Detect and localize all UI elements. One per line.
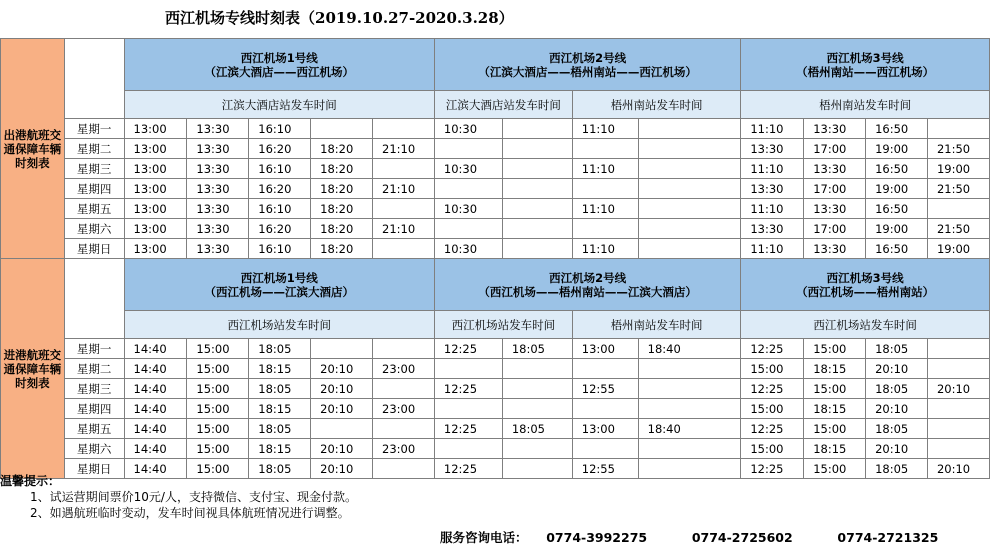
table-row — [1, 379, 990, 399]
day-label: 星期三 — [64, 159, 124, 179]
time-cell — [638, 139, 741, 159]
outbound-station-row — [1, 91, 990, 119]
time-cell: 11:10 — [741, 119, 804, 139]
time-cell — [434, 439, 502, 459]
table-row — [1, 119, 990, 139]
inbound-station-header-3: 梧州南站发车时间 — [572, 311, 741, 339]
time-cell: 13:00 — [124, 119, 187, 139]
outbound-route-3-path: （梧州南站——西江机场） — [796, 64, 935, 79]
outbound-station-header-1: 江滨大酒店站发车时间 — [124, 91, 434, 119]
time-cell: 11:10 — [572, 119, 638, 139]
time-cell — [373, 419, 435, 439]
time-cell: 18:05 — [866, 379, 928, 399]
time-cell — [572, 399, 638, 419]
time-cell: 15:00 — [187, 439, 249, 459]
time-cell: 21:10 — [373, 179, 435, 199]
time-cell: 18:15 — [804, 359, 866, 379]
time-cell: 15:00 — [187, 339, 249, 359]
time-cell — [502, 399, 572, 419]
time-cell — [434, 219, 502, 239]
inbound-route-3-line: 西江机场3号线 — [826, 270, 904, 285]
time-cell: 18:05 — [502, 419, 572, 439]
day-label: 星期五 — [64, 419, 124, 439]
timetable — [0, 38, 990, 479]
time-cell: 19:00 — [927, 239, 989, 259]
time-cell: 17:00 — [804, 179, 866, 199]
time-cell: 20:10 — [866, 439, 928, 459]
inbound-route-3-path: （西江机场——梧州南站） — [796, 284, 935, 299]
time-cell — [373, 159, 435, 179]
time-cell — [572, 139, 638, 159]
inbound-station-header-1: 西江机场站发车时间 — [124, 311, 434, 339]
time-cell: 16:10 — [249, 199, 311, 219]
day-label: 星期二 — [64, 359, 124, 379]
time-cell — [502, 199, 572, 219]
outbound-route-2-header — [434, 39, 740, 91]
inbound-route-1-header — [124, 259, 434, 311]
time-cell — [502, 379, 572, 399]
time-cell: 12:25 — [741, 379, 804, 399]
time-cell: 13:00 — [124, 159, 187, 179]
time-cell: 20:10 — [866, 359, 928, 379]
time-cell: 14:40 — [124, 419, 187, 439]
time-cell: 13:30 — [187, 219, 249, 239]
table-row — [1, 219, 990, 239]
time-cell — [502, 139, 572, 159]
time-cell: 14:40 — [124, 459, 187, 479]
time-cell: 18:05 — [249, 339, 311, 359]
time-cell: 14:40 — [124, 379, 187, 399]
outbound-route-2-line: 西江机场2号线 — [549, 50, 627, 65]
time-cell: 13:00 — [124, 239, 187, 259]
time-cell — [373, 339, 435, 359]
time-cell: 13:30 — [804, 159, 866, 179]
time-cell: 21:10 — [373, 219, 435, 239]
time-cell: 16:50 — [866, 119, 928, 139]
time-cell: 16:10 — [249, 119, 311, 139]
notes-title: 温馨提示： — [0, 474, 61, 488]
outbound-station-header-4: 梧州南站发车时间 — [741, 91, 990, 119]
time-cell: 16:50 — [866, 199, 928, 219]
table-row — [1, 339, 990, 359]
time-cell: 13:00 — [572, 339, 638, 359]
outbound-station-header-3: 梧州南站发车时间 — [572, 91, 741, 119]
day-label: 星期一 — [64, 119, 124, 139]
time-cell: 18:20 — [311, 199, 373, 219]
time-cell: 15:00 — [741, 359, 804, 379]
time-cell: 13:30 — [741, 219, 804, 239]
time-cell: 15:00 — [804, 379, 866, 399]
time-cell — [927, 119, 989, 139]
time-cell — [502, 179, 572, 199]
time-cell — [502, 119, 572, 139]
time-cell — [927, 199, 989, 219]
day-label: 星期四 — [64, 399, 124, 419]
outbound-station-header-2: 江滨大酒店站发车时间 — [434, 91, 572, 119]
time-cell: 12:55 — [572, 459, 638, 479]
time-cell — [502, 359, 572, 379]
day-label: 星期三 — [64, 379, 124, 399]
time-cell — [572, 219, 638, 239]
time-cell: 20:10 — [927, 379, 989, 399]
time-cell: 18:20 — [311, 139, 373, 159]
time-cell: 23:00 — [373, 399, 435, 419]
time-cell: 23:00 — [373, 359, 435, 379]
time-cell: 18:15 — [249, 439, 311, 459]
table-row — [1, 419, 990, 439]
time-cell: 20:10 — [311, 439, 373, 459]
time-cell: 21:50 — [927, 139, 989, 159]
time-cell: 13:30 — [804, 119, 866, 139]
time-cell — [638, 379, 741, 399]
time-cell: 13:00 — [572, 419, 638, 439]
time-cell — [927, 419, 989, 439]
time-cell: 10:30 — [434, 199, 502, 219]
inbound-station-row — [1, 311, 990, 339]
time-cell — [638, 119, 741, 139]
outbound-corner-cell — [64, 39, 124, 119]
time-cell — [502, 239, 572, 259]
time-cell: 16:50 — [866, 159, 928, 179]
time-cell: 11:10 — [741, 199, 804, 219]
time-cell: 17:00 — [804, 219, 866, 239]
time-cell — [434, 139, 502, 159]
time-cell — [927, 439, 989, 459]
time-cell: 15:00 — [187, 399, 249, 419]
time-cell: 16:20 — [249, 219, 311, 239]
contact-line — [440, 528, 938, 546]
time-cell — [638, 399, 741, 419]
outbound-route-1-header — [124, 39, 434, 91]
inbound-route-1-path: （西江机场——江滨大酒店） — [204, 284, 354, 299]
time-cell — [434, 179, 502, 199]
day-label: 星期一 — [64, 339, 124, 359]
time-cell: 13:30 — [187, 179, 249, 199]
time-cell — [434, 359, 502, 379]
table-row — [1, 179, 990, 199]
time-cell: 15:00 — [741, 399, 804, 419]
time-cell: 16:50 — [866, 239, 928, 259]
time-cell: 14:40 — [124, 359, 187, 379]
phone-2: 0774-2725602 — [691, 530, 793, 545]
time-cell: 13:30 — [187, 119, 249, 139]
time-cell: 13:30 — [804, 199, 866, 219]
outbound-section-label: 出港航班交通保障车辆时刻表 — [1, 39, 65, 259]
time-cell: 15:00 — [804, 339, 866, 359]
time-cell: 13:00 — [124, 199, 187, 219]
page-title: 西江机场专线时刻表（2019.10.27-2020.3.28） — [165, 9, 514, 27]
time-cell: 12:25 — [741, 459, 804, 479]
time-cell: 13:00 — [124, 219, 187, 239]
time-cell — [638, 439, 741, 459]
time-cell: 11:10 — [572, 239, 638, 259]
time-cell — [373, 379, 435, 399]
inbound-corner-cell — [64, 259, 124, 339]
time-cell: 10:30 — [434, 159, 502, 179]
time-cell: 14:40 — [124, 399, 187, 419]
table-row — [1, 199, 990, 219]
time-cell: 19:00 — [866, 219, 928, 239]
time-cell: 18:20 — [311, 179, 373, 199]
inbound-route-2-header — [434, 259, 740, 311]
time-cell: 13:00 — [124, 179, 187, 199]
time-cell: 19:00 — [866, 179, 928, 199]
inbound-route-2-path: （西江机场——梧州南站——江滨大酒店） — [478, 284, 697, 299]
time-cell: 10:30 — [434, 119, 502, 139]
time-cell: 11:10 — [741, 159, 804, 179]
time-cell: 23:00 — [373, 439, 435, 459]
time-cell: 15:00 — [187, 419, 249, 439]
time-cell: 18:15 — [249, 359, 311, 379]
time-cell: 13:30 — [741, 139, 804, 159]
day-label: 星期六 — [64, 439, 124, 459]
time-cell: 13:00 — [124, 139, 187, 159]
time-cell: 13:30 — [187, 239, 249, 259]
time-cell: 11:10 — [741, 239, 804, 259]
time-cell — [927, 399, 989, 419]
time-cell — [373, 199, 435, 219]
time-cell — [927, 359, 989, 379]
time-cell: 11:10 — [572, 199, 638, 219]
time-cell — [502, 439, 572, 459]
time-cell: 20:10 — [311, 379, 373, 399]
inbound-route-1-line: 西江机场1号线 — [240, 270, 318, 285]
time-cell: 12:25 — [434, 419, 502, 439]
time-cell: 21:50 — [927, 179, 989, 199]
time-cell: 15:00 — [804, 419, 866, 439]
time-cell: 18:15 — [804, 439, 866, 459]
time-cell — [311, 339, 373, 359]
time-cell: 21:10 — [373, 139, 435, 159]
time-cell — [638, 199, 741, 219]
phone-1: 0774-3992275 — [546, 530, 648, 545]
time-cell: 20:10 — [311, 359, 373, 379]
time-cell — [311, 419, 373, 439]
time-cell: 20:10 — [927, 459, 989, 479]
time-cell: 18:40 — [638, 339, 741, 359]
time-cell — [572, 179, 638, 199]
phone-3: 0774-2721325 — [837, 530, 939, 545]
time-cell: 16:20 — [249, 139, 311, 159]
outbound-route-1-line: 西江机场1号线 — [240, 50, 318, 65]
day-label: 星期二 — [64, 139, 124, 159]
time-cell — [572, 359, 638, 379]
time-cell: 12:55 — [572, 379, 638, 399]
time-cell: 13:30 — [187, 199, 249, 219]
time-cell: 16:20 — [249, 179, 311, 199]
time-cell: 15:00 — [741, 439, 804, 459]
inbound-station-header-2: 西江机场站发车时间 — [434, 311, 572, 339]
time-cell: 13:30 — [187, 139, 249, 159]
time-cell: 11:10 — [572, 159, 638, 179]
time-cell: 18:15 — [804, 399, 866, 419]
time-cell: 19:00 — [866, 139, 928, 159]
contact-label: 服务咨询电话： — [440, 530, 528, 545]
time-cell: 18:05 — [249, 379, 311, 399]
table-row — [1, 439, 990, 459]
time-cell: 14:40 — [124, 439, 187, 459]
time-cell: 12:25 — [741, 419, 804, 439]
time-cell: 15:00 — [187, 459, 249, 479]
time-cell — [638, 219, 741, 239]
inbound-route-header-row — [1, 259, 990, 311]
time-cell: 10:30 — [434, 239, 502, 259]
time-cell: 18:20 — [311, 159, 373, 179]
day-label: 星期日 — [64, 239, 124, 259]
time-cell: 15:00 — [187, 359, 249, 379]
time-cell — [434, 399, 502, 419]
day-label: 星期四 — [64, 179, 124, 199]
table-row — [1, 159, 990, 179]
table-row — [1, 139, 990, 159]
time-cell: 12:25 — [434, 459, 502, 479]
time-cell — [638, 359, 741, 379]
time-cell — [572, 439, 638, 459]
note-line-2: 2、如遇航班临时变动，发车时间视具体航班情况进行调整。 — [30, 506, 350, 520]
time-cell — [638, 239, 741, 259]
day-label: 星期日 — [64, 459, 124, 479]
time-cell: 13:30 — [741, 179, 804, 199]
time-cell: 12:25 — [434, 379, 502, 399]
time-cell: 20:10 — [311, 399, 373, 419]
time-cell: 20:10 — [311, 459, 373, 479]
time-cell: 18:05 — [502, 339, 572, 359]
time-cell: 18:05 — [866, 339, 928, 359]
time-cell — [927, 339, 989, 359]
time-cell — [311, 119, 373, 139]
time-cell — [502, 219, 572, 239]
time-cell: 18:20 — [311, 239, 373, 259]
notes — [0, 473, 700, 521]
day-label: 星期六 — [64, 219, 124, 239]
time-cell: 18:05 — [866, 459, 928, 479]
inbound-station-header-4: 西江机场站发车时间 — [741, 311, 990, 339]
time-cell — [638, 159, 741, 179]
outbound-route-2-path: （江滨大酒店——梧州南站——西江机场） — [478, 64, 697, 79]
outbound-route-1-path: （江滨大酒店——西江机场） — [204, 64, 354, 79]
note-line-1: 1、试运营期间票价10元/人，支持微信、支付宝、现金付款。 — [30, 490, 357, 504]
outbound-route-3-header — [741, 39, 990, 91]
table-row — [1, 399, 990, 419]
table-row — [1, 239, 990, 259]
outbound-route-header-row — [1, 39, 990, 91]
time-cell: 18:05 — [249, 459, 311, 479]
time-cell: 18:05 — [866, 419, 928, 439]
time-cell: 15:00 — [187, 379, 249, 399]
time-cell — [638, 179, 741, 199]
inbound-route-3-header — [741, 259, 990, 311]
time-cell: 14:40 — [124, 339, 187, 359]
time-cell: 12:25 — [741, 339, 804, 359]
table-row — [1, 359, 990, 379]
inbound-route-2-line: 西江机场2号线 — [549, 270, 627, 285]
inbound-section-label: 进港航班交通保障车辆时刻表 — [1, 259, 65, 479]
time-cell: 21:50 — [927, 219, 989, 239]
time-cell: 12:25 — [434, 339, 502, 359]
outbound-route-3-line: 西江机场3号线 — [826, 50, 904, 65]
day-label: 星期五 — [64, 199, 124, 219]
time-cell: 13:30 — [187, 159, 249, 179]
time-cell: 15:00 — [804, 459, 866, 479]
time-cell: 16:10 — [249, 239, 311, 259]
time-cell: 13:30 — [804, 239, 866, 259]
time-cell: 16:10 — [249, 159, 311, 179]
time-cell: 18:40 — [638, 419, 741, 439]
time-cell: 19:00 — [927, 159, 989, 179]
time-cell — [373, 119, 435, 139]
time-cell: 18:20 — [311, 219, 373, 239]
time-cell — [502, 159, 572, 179]
time-cell: 18:05 — [249, 419, 311, 439]
time-cell: 20:10 — [866, 399, 928, 419]
time-cell: 18:15 — [249, 399, 311, 419]
time-cell: 17:00 — [804, 139, 866, 159]
time-cell — [373, 239, 435, 259]
